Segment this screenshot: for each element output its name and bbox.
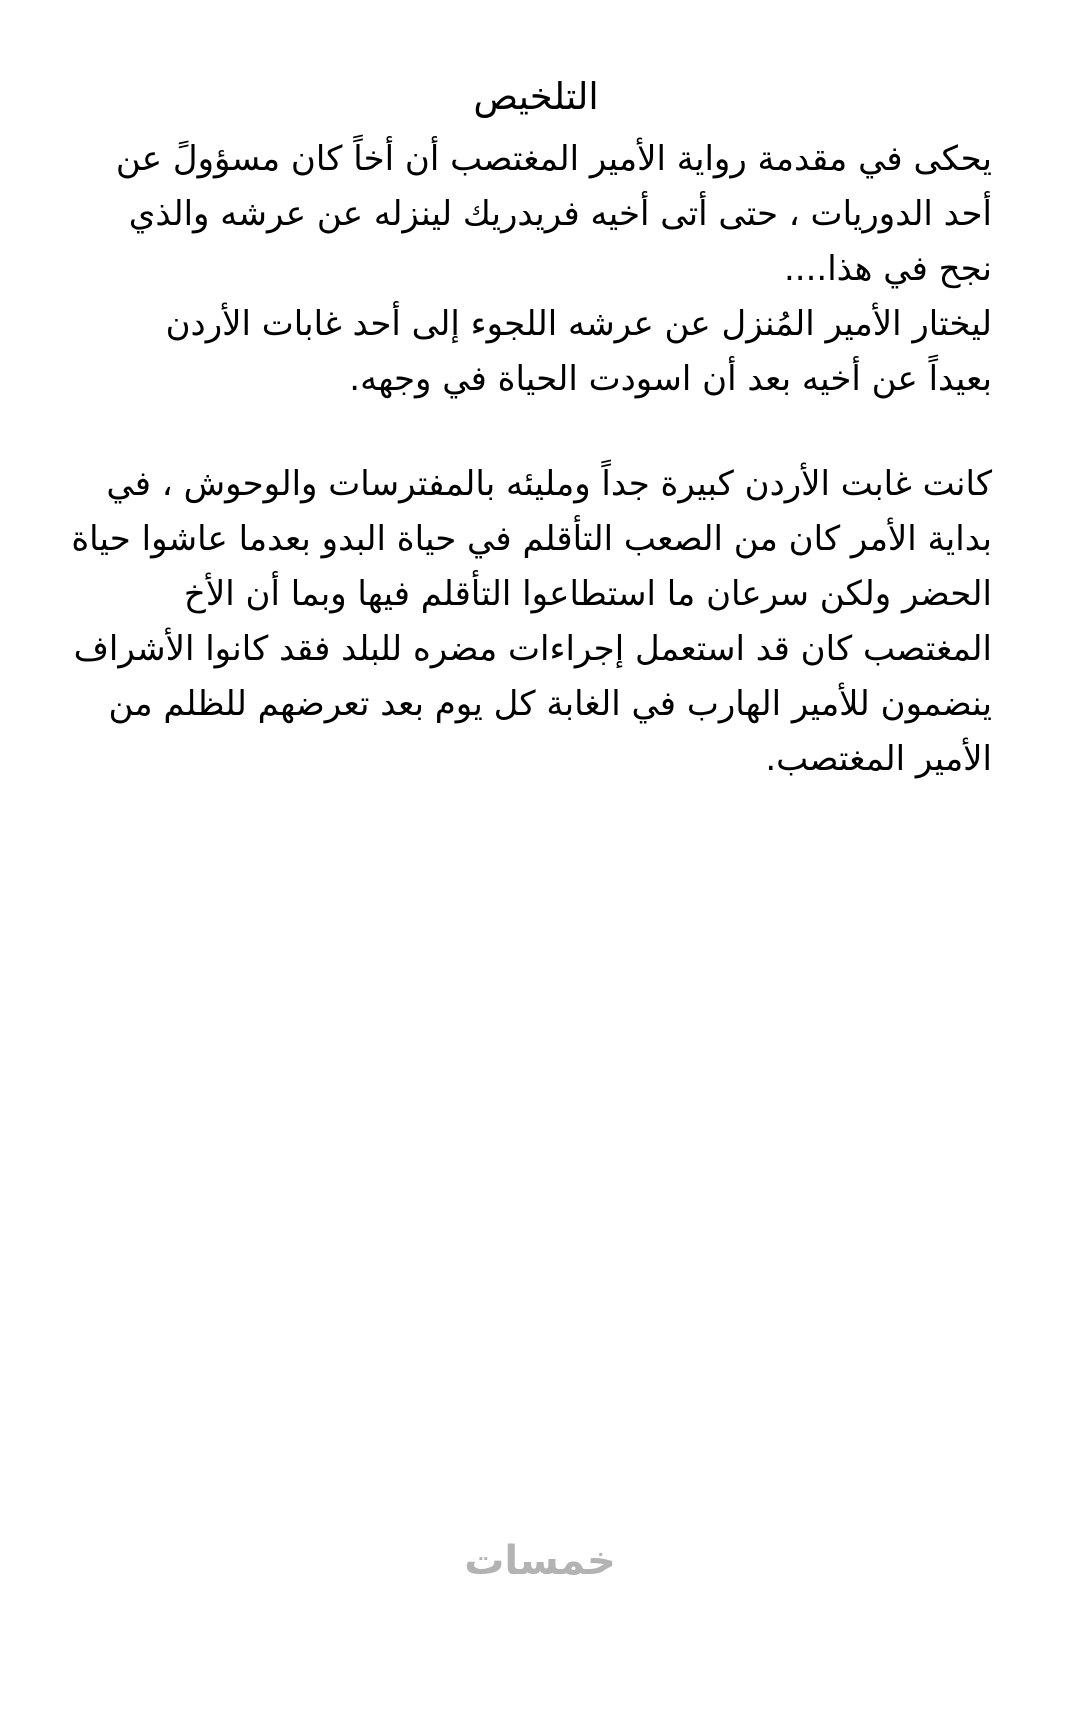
khamsat-watermark: خمسات xyxy=(464,1538,616,1584)
text-line: يحكى في مقدمة رواية الأمير المغتصب أن أخاً كان مسؤولً عن xyxy=(115,139,992,179)
text-line: الحضر ولكن سرعان ما استطاعوا التأقلم فيها وبما أن الأخ xyxy=(183,574,992,614)
text-line: ليختار الأمير المُنزل عن عرشه اللجوء إلى أحد غابات الأردن xyxy=(165,304,992,344)
summary-paragraph-intro xyxy=(80,132,992,407)
page-title: التلخيص xyxy=(473,75,599,118)
text-line: أحد الدوريات ، حتى أتى أخيه فريدريك لينزله عن عرشه والذي xyxy=(128,194,992,234)
text-line: بعيداً عن أخيه بعد أن اسودت الحياة في وجهه. xyxy=(349,359,992,399)
document-content xyxy=(71,68,992,787)
text-line: نجح في هذا.... xyxy=(783,249,992,289)
paragraph-spacer xyxy=(80,407,992,457)
text-line: كانت غابت الأردن كبيرة جداً ومليئه بالمفترسات والوحوش ، في xyxy=(106,464,992,504)
summary-paragraph-forest xyxy=(71,457,992,787)
text-line: الأمير المغتصب. xyxy=(765,739,992,779)
text-line: ينضمون للأمير الهارب في الغابة كل يوم بعد تعرضهم للظلم من xyxy=(108,684,992,724)
text-line: بداية الأمر كان من الصعب التأقلم في حياة البدو بعدما عاشوا حياة xyxy=(71,519,992,559)
text-line: المغتصب كان قد استعمل إجراءات مضره للبلد فقد كانوا الأشراف xyxy=(73,629,992,669)
